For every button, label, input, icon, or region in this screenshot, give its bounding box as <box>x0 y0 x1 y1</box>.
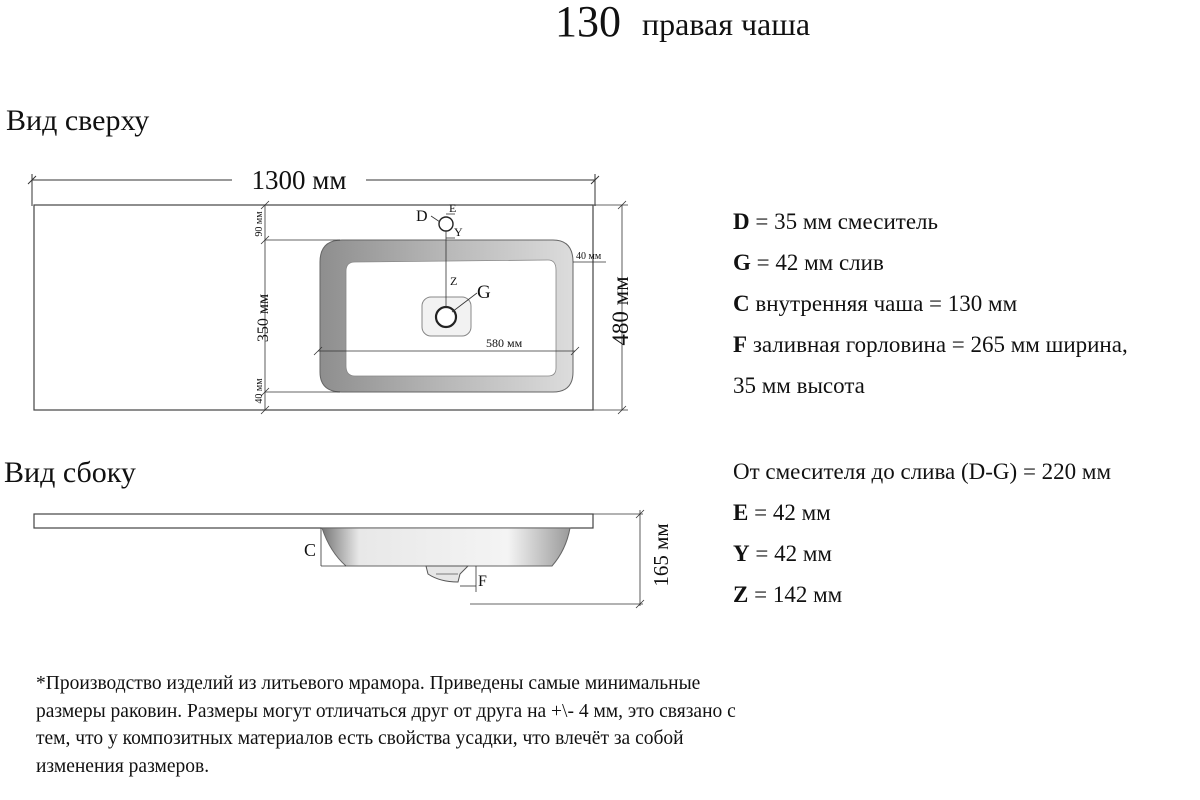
top-view-title: Вид сверху <box>6 104 150 137</box>
countertop-side <box>34 514 593 528</box>
label-g: G <box>477 282 491 303</box>
bowl-side <box>322 528 570 566</box>
spec-z: Z = 142 мм <box>733 582 843 607</box>
label-y: Y <box>454 225 463 239</box>
spec-e: E = 42 мм <box>733 500 831 525</box>
label-z: Z <box>450 274 458 288</box>
label-d: D <box>416 208 428 225</box>
dim-total-height-label: 480 мм <box>608 276 633 346</box>
dim-total-width-label: 1300 мм <box>251 165 347 195</box>
label-c: C <box>304 540 317 560</box>
dim-side-margin-label: 40 мм <box>576 251 602 262</box>
dim-side-height-label: 165 мм <box>649 523 673 587</box>
spec-y: Y = 42 мм <box>733 541 832 566</box>
spec-f: F заливная горловина = 265 мм ширина, <box>733 332 1128 357</box>
spec-c: C внутренняя чаша = 130 мм <box>733 291 1018 316</box>
title-number: 130 <box>555 0 621 46</box>
specs-upper <box>733 201 1128 406</box>
dim-bottom-margin-label: 40 мм <box>254 378 265 404</box>
title-text: правая чаша <box>642 6 811 42</box>
dim-bowl-height-label: 350 мм <box>255 293 272 343</box>
side-view-title: Вид сбоку <box>4 456 136 489</box>
label-f: F <box>478 573 487 590</box>
footnote: *Производство изделий из литьевого мрамора. Приведены самые минимальные размеры раковин. Размеры могут отличаться друг от друга на +\- 4 мм, это связано с тем, что у композитных материалов есть свойства усадки, что влечёт за собой изменения размеров. <box>36 673 736 777</box>
spec-g: G = 42 мм слив <box>733 250 884 275</box>
spec-d: D = 35 мм смеситель <box>733 209 938 234</box>
specs-lower <box>733 451 1111 615</box>
label-e: E <box>449 201 457 215</box>
dim-top-margin-label: 90 мм <box>254 211 265 237</box>
dim-bowl-width-label: 580 мм <box>486 336 523 350</box>
spec-d-g: От смесителя до слива (D-G) = 220 мм <box>733 459 1112 484</box>
spec-f-height: 35 мм высота <box>733 373 865 398</box>
drain-circle <box>436 307 456 327</box>
mixer-hole <box>439 217 453 231</box>
